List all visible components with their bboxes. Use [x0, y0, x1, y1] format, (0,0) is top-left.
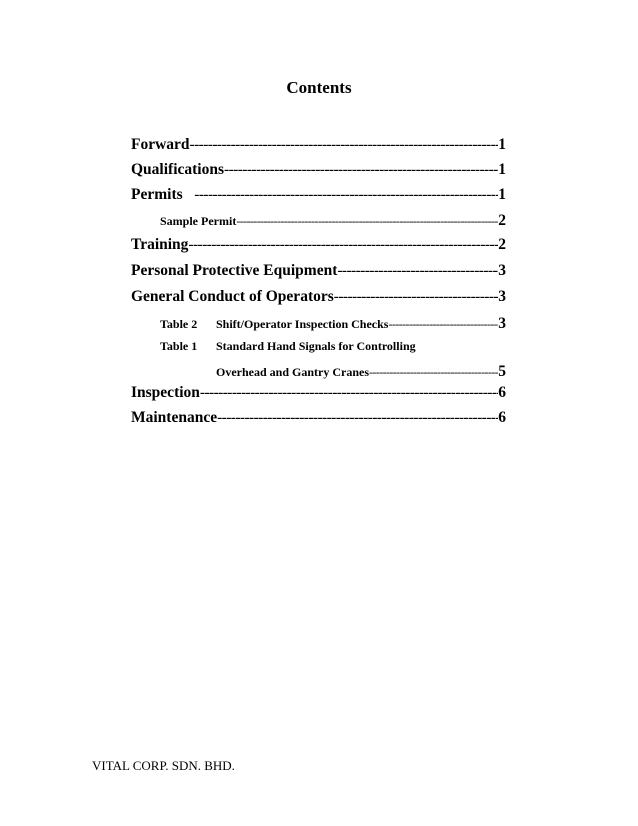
toc-page-number: 5 — [498, 363, 506, 380]
toc-entry-maintenance — [131, 409, 506, 427]
toc-entry-forward — [131, 136, 506, 154]
toc-entry-label: Inspection — [131, 384, 200, 401]
toc-leader — [188, 236, 498, 254]
toc-leader — [369, 365, 498, 380]
toc-page-number: 3 — [498, 315, 506, 332]
toc-entry-label: Overhead and Gantry Cranes — [216, 365, 369, 379]
toc-page-number: 2 — [498, 212, 506, 229]
toc-entry-ppe — [131, 262, 506, 280]
toc-entry-label: General Conduct of Operators — [131, 288, 334, 305]
toc-table-id: Table 1 — [160, 339, 198, 353]
toc-entry-label: Personal Protective Equipment — [131, 262, 338, 279]
toc-page-number: 2 — [498, 236, 506, 253]
toc-leader — [190, 136, 499, 154]
toc-leader — [194, 186, 498, 204]
page-footer: VITAL CORP. SDN. BHD. — [92, 758, 235, 773]
toc-page-number: 1 — [498, 136, 506, 153]
toc-page-number: 1 — [498, 161, 506, 178]
toc-leader — [334, 288, 498, 306]
page-title: Contents — [286, 78, 352, 97]
toc-leader — [217, 409, 498, 427]
toc-entry-table-1 — [160, 339, 506, 354]
toc-entry-training — [131, 236, 506, 254]
toc-leader — [224, 161, 498, 179]
toc-entry-label: Sample Permit — [160, 214, 237, 228]
toc-leader — [236, 214, 498, 229]
toc-entry-table-2 — [160, 315, 506, 333]
toc-page-number: 6 — [498, 409, 506, 426]
toc-entry-sample-permit — [160, 212, 506, 230]
toc-entry-label: Maintenance — [131, 409, 218, 426]
toc-leader — [337, 262, 498, 280]
toc-entry-label: Standard Hand Signals for Controlling — [216, 339, 416, 353]
toc-entry-label: Shift/Operator Inspection Checks — [216, 317, 389, 331]
toc-page-number: 6 — [498, 384, 506, 401]
toc-entry-qualifications — [131, 161, 506, 179]
toc-page-number: 3 — [498, 288, 506, 305]
toc-entry-label: Qualifications — [131, 161, 225, 178]
toc-entry-general-conduct — [131, 288, 506, 306]
toc-entry-inspection — [131, 384, 506, 402]
toc-entry-table-1-continued — [216, 363, 506, 381]
toc-entry-label: Training — [131, 236, 189, 253]
toc-entry-label: Permits — [131, 186, 195, 203]
toc-table-id: Table 2 — [160, 317, 198, 331]
toc-page-number: 1 — [498, 186, 506, 203]
toc-leader — [200, 384, 498, 402]
toc-page-number: 3 — [498, 262, 506, 279]
toc-leader — [388, 317, 498, 332]
toc-entry-permits — [131, 186, 506, 204]
toc-entry-label: Forward — [131, 136, 190, 153]
